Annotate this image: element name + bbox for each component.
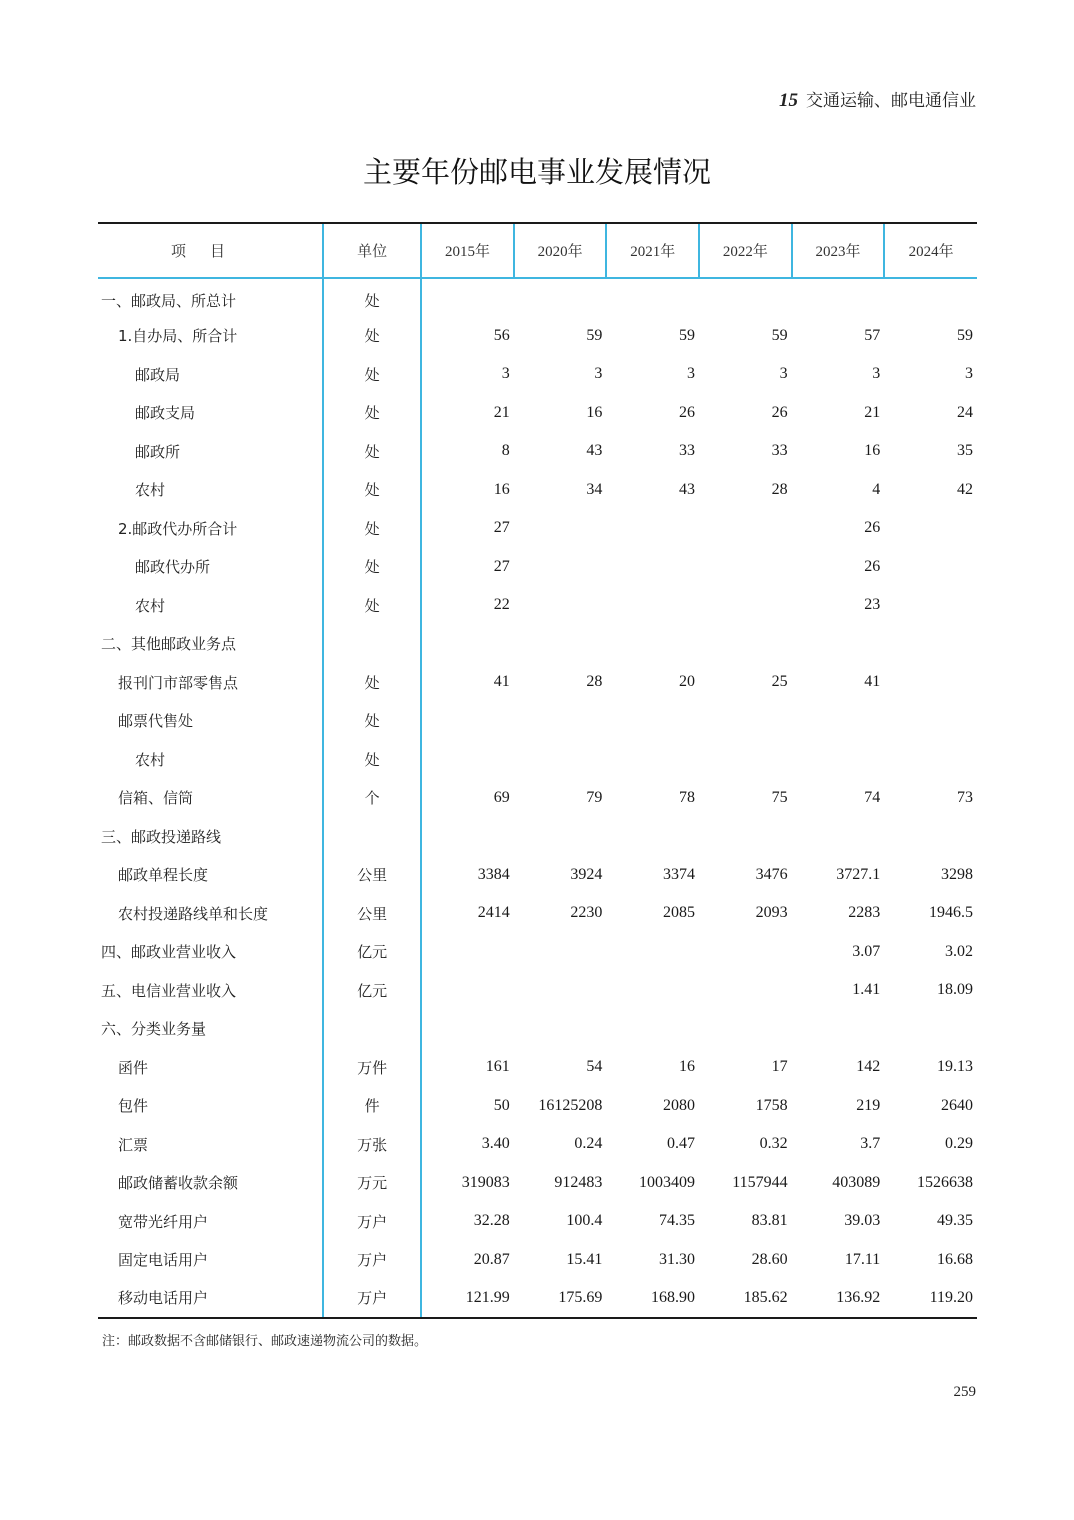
row-unit: 处 [323,740,421,779]
row-unit [323,1010,421,1049]
row-value [421,278,514,317]
row-item-label: 五、电信业营业收入 [101,981,237,1000]
row-item-label: 邮政所 [135,442,181,461]
table-row [98,548,977,587]
row-item-label: 邮政局 [135,365,181,384]
row-value: 100.4 [566,1212,603,1230]
row-value: 28.60 [751,1250,788,1268]
table-row [98,702,977,741]
row-value [792,702,885,741]
row-item-label: 邮政储蓄收款余额 [118,1174,239,1193]
row-unit: 亿元 [323,933,421,972]
row-value: 50 [493,1096,510,1114]
row-value: 3.40 [481,1135,510,1153]
row-value: 24 [957,403,973,421]
table-row [98,1202,977,1241]
row-unit: 处 [323,432,421,471]
row-value: 0.47 [667,1135,696,1153]
row-value: 26 [864,557,881,575]
row-value: 3727.1 [836,865,881,883]
row-value [606,548,699,587]
row-value: 54 [586,1058,603,1076]
row-value: 26 [864,519,881,537]
row-unit [323,817,421,856]
row-item-label: 函件 [118,1058,149,1077]
table-body [98,278,977,1318]
table-row [98,1241,977,1280]
row-unit: 万户 [323,1279,421,1318]
row-item-label: 农村投递路线单和长度 [118,904,269,923]
row-unit: 处 [323,355,421,394]
row-unit: 处 [323,509,421,548]
table-row [98,779,977,818]
row-value [792,740,885,779]
row-unit: 公里 [323,894,421,933]
row-item-label: 2.邮政代办所合计 [118,519,238,538]
row-value [421,625,514,664]
row-value: 1758 [755,1096,788,1114]
row-value: 3 [965,365,973,383]
row-value: 0.32 [759,1135,788,1153]
row-value [421,740,514,779]
row-value [884,740,977,779]
row-value: 59 [679,326,696,344]
row-value [699,586,792,625]
row-value: 16 [493,480,510,498]
row-value: 1003409 [639,1173,696,1191]
row-value [421,971,514,1010]
row-value: 2080 [663,1096,696,1114]
table-row [98,1279,977,1318]
row-unit: 万元 [323,1164,421,1203]
row-item-label: 报刊门市部零售点 [118,673,239,692]
row-value: 3374 [663,865,696,883]
row-value: 59 [957,326,973,344]
row-value [514,971,607,1010]
statistics-table-container [98,222,977,1319]
table-row [98,894,977,933]
row-value [884,702,977,741]
row-value: 27 [493,557,510,575]
row-unit: 处 [323,548,421,587]
row-item-label: 四、邮政业营业收入 [101,943,237,962]
row-value [699,548,792,587]
row-value [606,586,699,625]
column-header-unit: 单位 [323,223,421,278]
row-value: 4 [872,480,881,498]
row-value: 3 [687,365,696,383]
table-row [98,933,977,972]
statistics-table [98,222,977,1319]
row-value: 175.69 [514,1279,607,1318]
row-value [699,1010,792,1049]
row-value [699,971,792,1010]
table-row [98,317,977,356]
row-item-label: 汇票 [118,1135,149,1154]
row-value: 185.62 [699,1279,792,1318]
row-value: 26 [771,403,788,421]
table-row [98,394,977,433]
row-value: 49.35 [937,1212,973,1230]
row-value: 15.41 [566,1250,603,1268]
row-value: 121.99 [421,1279,514,1318]
row-value: 3 [872,365,881,383]
row-item-label: 农村 [135,596,166,615]
row-value: 3384 [477,865,510,883]
row-item-label: 邮政代办所 [135,558,211,577]
row-value: 28 [771,480,788,498]
row-unit: 处 [323,278,421,317]
table-row [98,509,977,548]
row-item-label: 1.自办局、所合计 [118,327,238,346]
row-value [606,278,699,317]
row-item-label: 农村 [135,750,166,769]
row-value: 2640 [941,1096,973,1114]
row-value [606,509,699,548]
row-value: 74.35 [659,1212,696,1230]
row-value: 2230 [570,904,603,922]
row-value: 161 [485,1058,510,1076]
row-value: 3 [501,365,510,383]
row-value: 33 [771,442,788,460]
row-value: 33 [679,442,696,460]
row-item-label: 包件 [118,1097,149,1116]
row-value [699,702,792,741]
row-value [514,702,607,741]
header-row [98,223,977,278]
row-value: 1.41 [852,981,881,999]
row-value [421,933,514,972]
row-value [421,817,514,856]
row-value [792,1010,885,1049]
row-value [884,548,977,587]
row-unit: 万件 [323,1048,421,1087]
row-value: 0.29 [945,1135,973,1153]
column-header-year: 2023年 [792,223,885,278]
row-value: 17.11 [844,1250,881,1268]
row-unit: 个 [323,779,421,818]
row-value: 56 [493,326,510,344]
row-value [792,817,885,856]
row-value: 17 [771,1058,788,1076]
table-row [98,856,977,895]
row-unit: 件 [323,1087,421,1126]
row-value: 34 [586,480,603,498]
row-value [884,1010,977,1049]
row-unit: 处 [323,663,421,702]
table-row [98,432,977,471]
row-value: 3298 [941,865,973,883]
row-value: 57 [864,326,881,344]
table-row [98,355,977,394]
row-value [606,625,699,664]
column-header-year: 2015年 [421,223,514,278]
row-item-label: 三、邮政投递路线 [101,827,222,846]
row-value: 136.92 [792,1279,885,1318]
row-item-label: 邮政支局 [135,404,196,423]
row-unit: 万户 [323,1202,421,1241]
row-value: 403089 [832,1173,881,1191]
row-value [792,278,885,317]
row-item-label: 一、邮政局、所总计 [101,292,237,311]
row-item-label: 移动电话用户 [98,1279,323,1318]
row-value: 2414 [477,904,510,922]
row-item-label: 邮票代售处 [118,712,194,731]
row-value: 912483 [554,1173,603,1191]
row-value [699,740,792,779]
row-unit: 处 [323,586,421,625]
row-value: 2085 [663,904,696,922]
row-value: 21 [864,403,881,421]
row-unit [323,625,421,664]
table-row [98,278,977,317]
row-value: 18.09 [937,981,973,999]
row-value: 39.03 [844,1212,881,1230]
column-header-year: 2021年 [606,223,699,278]
row-value [884,817,977,856]
table-row [98,1164,977,1203]
row-unit: 万张 [323,1125,421,1164]
page-number: 259 [953,1384,976,1400]
table-row [98,817,977,856]
row-value [514,625,607,664]
row-value [606,1010,699,1049]
row-value: 8 [501,442,510,460]
row-value [699,278,792,317]
row-value: 3.7 [860,1135,881,1153]
row-value: 75 [771,788,788,806]
row-value [514,933,607,972]
row-value: 20 [679,673,696,691]
row-value: 2283 [848,904,881,922]
row-value: 23 [864,596,881,614]
row-value: 74 [864,788,881,806]
row-unit: 亿元 [323,971,421,1010]
column-header-item: 项目 [98,223,323,278]
row-value: 119.20 [884,1279,977,1318]
row-value: 19.13 [937,1058,973,1076]
row-value [884,625,977,664]
row-value: 25 [771,673,788,691]
row-value: 16 [586,403,603,421]
row-value: 79 [586,788,603,806]
row-value: 319083 [461,1173,510,1191]
row-value: 3476 [755,865,788,883]
table-row [98,1048,977,1087]
table-row [98,471,977,510]
row-value: 219 [856,1096,881,1114]
row-value: 168.90 [606,1279,699,1318]
row-value: 22 [493,596,510,614]
row-item-label: 固定电话用户 [118,1251,209,1270]
row-value: 3.07 [852,942,881,960]
row-value: 1526638 [917,1173,973,1191]
table-row [98,1010,977,1049]
row-value: 78 [679,788,696,806]
row-unit: 处 [323,317,421,356]
row-value [884,278,977,317]
row-value: 20.87 [473,1250,510,1268]
row-value [699,509,792,548]
row-value: 0.24 [574,1135,603,1153]
table-row [98,663,977,702]
row-value [699,933,792,972]
row-value [421,1010,514,1049]
row-value: 69 [493,788,510,806]
footnote: 注：邮政数据不含邮储银行、邮政速递物流公司的数据。 [102,1334,428,1349]
row-value [514,278,607,317]
row-item-label: 信箱、信筒 [118,789,194,808]
column-header-year: 2022年 [699,223,792,278]
row-value: 1157944 [732,1173,788,1191]
row-value: 26 [679,403,696,421]
table-row [98,1087,977,1126]
row-value [792,625,885,664]
row-value [699,625,792,664]
row-value: 16125208 [538,1096,603,1114]
row-value: 31.30 [659,1250,696,1268]
table-row [98,740,977,779]
row-value [606,933,699,972]
table-row [98,971,977,1010]
row-item-label: 二、其他邮政业务点 [101,635,237,654]
row-value: 43 [679,480,696,498]
row-value: 16.68 [937,1250,973,1268]
row-value: 32.28 [473,1212,510,1230]
table-header [98,223,977,278]
column-header-year: 2020年 [514,223,607,278]
chapter-title: 交通运输、邮电通信业 [806,91,976,111]
row-value: 3924 [570,865,603,883]
row-value [514,509,607,548]
row-item-label: 农村 [135,481,166,500]
row-value [699,817,792,856]
row-value: 3 [594,365,603,383]
row-unit: 处 [323,394,421,433]
row-value [514,586,607,625]
row-value: 28 [586,673,603,691]
row-value [606,740,699,779]
row-value: 27 [493,519,510,537]
row-value [606,817,699,856]
row-unit: 公里 [323,856,421,895]
row-value: 16 [864,442,881,460]
row-value: 41 [864,673,881,691]
row-value [606,971,699,1010]
row-value: 3.02 [945,942,973,960]
row-unit: 处 [323,702,421,741]
row-value: 41 [493,673,510,691]
row-value: 42 [957,480,973,498]
table-row [98,625,977,664]
running-header [779,86,976,112]
row-unit: 处 [323,471,421,510]
row-value: 2093 [755,904,788,922]
row-value [884,586,977,625]
row-value [514,548,607,587]
chapter-number: 15 [779,90,798,111]
row-value: 83.81 [751,1212,788,1230]
row-item-label: 邮政单程长度 [118,866,209,885]
table-row [98,1125,977,1164]
row-item-label: 宽带光纤用户 [118,1212,209,1231]
table-row [98,586,977,625]
row-value [514,740,607,779]
row-unit: 万户 [323,1241,421,1280]
row-value: 59 [586,326,603,344]
row-item-label: 六、分类业务量 [101,1020,207,1039]
row-value [514,1010,607,1049]
row-value: 35 [957,442,973,460]
row-value: 43 [586,442,603,460]
row-value: 21 [493,403,510,421]
row-value [421,702,514,741]
row-value [884,663,977,702]
column-header-year: 2024年 [884,223,977,278]
row-value [606,702,699,741]
row-value: 16 [679,1058,696,1076]
page-title: 主要年份邮电事业发展情况 [362,155,711,189]
row-value: 142 [856,1058,881,1076]
row-value [514,817,607,856]
row-value: 73 [957,788,973,806]
row-value: 59 [771,326,788,344]
row-value: 3 [779,365,788,383]
row-value [884,509,977,548]
row-value: 1946.5 [929,904,973,922]
